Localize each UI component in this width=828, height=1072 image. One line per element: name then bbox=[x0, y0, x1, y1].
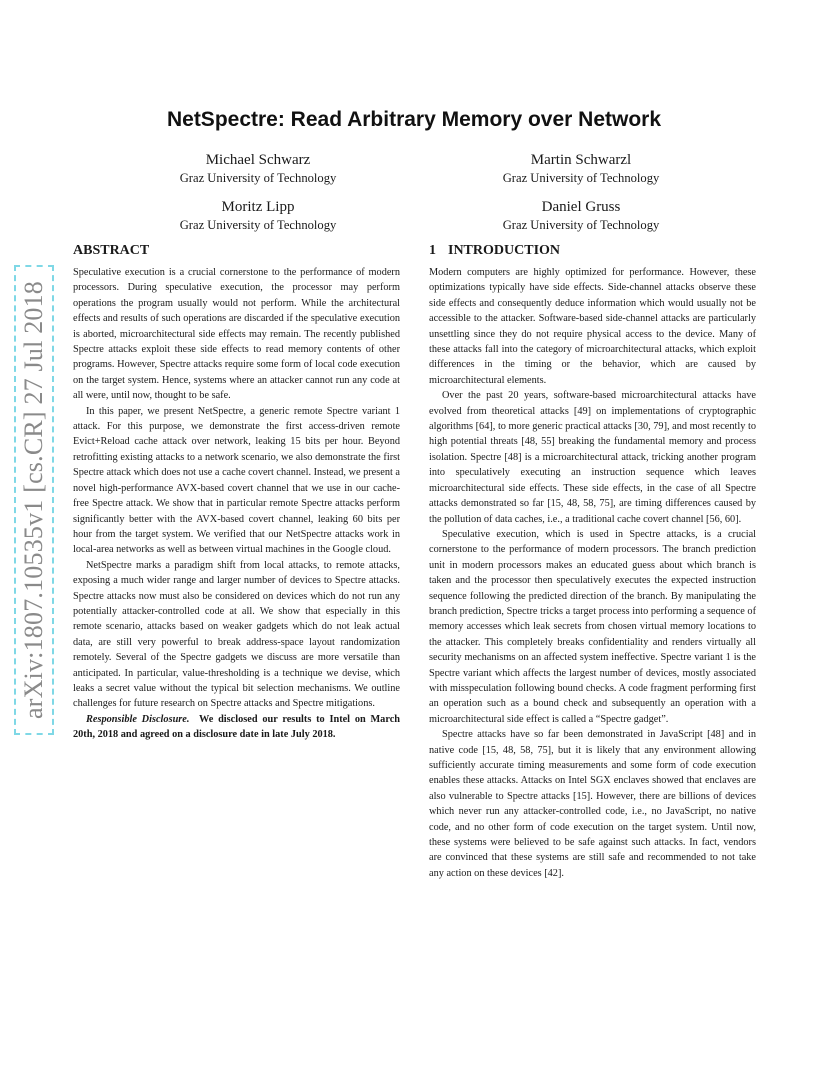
arxiv-identifier: arXiv:1807.10535v1 [cs.CR] 27 Jul 2018 bbox=[19, 280, 48, 720]
disclosure-label: Responsible Disclosure. bbox=[86, 713, 190, 725]
author-block bbox=[98, 198, 418, 233]
abstract-paragraph: Speculative execution is a crucial cornerstone to the performance of modern processors. During speculative execution, the processor may perform operations the program usually would not perform. While the architectural effects and results of such operations are discarded if the speculative execution is aborted, microarchitectural side effects may remain. The recently published Spectre attacks exploit these side effects to read memory contents of other programs. However, Spectre attacks require some form of local code execution on the target system. Hence, systems where an attacker cannot run any code at all were, until now, thought to be safe. bbox=[73, 267, 400, 402]
abstract-paragraph: In this paper, we present NetSpectre, a generic remote Spectre variant 1 attack. For this purpose, we demonstrate the first access-driven remote Evict+Reload cache attack over network, leaking 15 bits per hour. Beyond retrofitting existing attacks to a network scenario, we also demonstrate the first Spectre attack which does not use a cache covert channel. Instead, we present a novel high-performance AVX-based covert channel that we use in our cache-free Spectre attack. We show that in particular remote Spectre attacks perform significantly better with the AVX-based covert channel, leaking 60 bits per hour from the target system. We verified that our NetSpectre attacks work in local-area networks as well as between virtual machines in the Google cloud. bbox=[73, 405, 400, 556]
introduction-paragraph: Spectre attacks have so far been demonstrated in JavaScript [48] and in native code [15, 48, 58, 75], but it is likely that any environment allowing sufficiently accurate timing measurements and some form of code execution enables these attacks. Attacks on Intel SGX enclaves showed that enclaves are also vulnerable to Spectre attacks [15]. However, there are billions of devices which never run any attacker-controlled code, i.e., no JavaScript, no native code, and no other form of code execution on the target system. Until now, these systems were believed to be safe against such attacks. In fact, vendors are convinced that these systems are still safe and recommended to not take any action on these devices [42]. bbox=[429, 729, 756, 879]
introduction-heading bbox=[429, 243, 756, 259]
introduction-paragraph: Over the past 20 years, software-based microarchitectural attacks have evolved from theoretical attacks [49] on implementations of cryptographic algorithms [64], to more generic practical attacks [30, 79], and most recently to high potential threats [48, 55] breaking the fundamental memory and process isolation. Spectre [48] is a microarchitectural attack, tricking another program into speculatively executing an instruction sequence which leaves microarchitectural side effects. These side effects, in the case of all Spectre attacks demonstrated so far [15, 48, 58, 75], are timing differences caused by the pollution of data caches, i.e., a traditional cache covert channel [56, 60]. bbox=[429, 390, 756, 525]
right-column bbox=[429, 243, 756, 881]
author-name: Moritz Lipp bbox=[221, 199, 295, 215]
left-column bbox=[73, 243, 400, 743]
author-affiliation: Graz University of Technology bbox=[502, 171, 660, 185]
author-block bbox=[421, 151, 741, 186]
responsible-disclosure bbox=[73, 712, 400, 743]
section-title: INTRODUCTION bbox=[448, 243, 561, 258]
author-affiliation: Graz University of Technology bbox=[502, 218, 660, 232]
author-name: Martin Schwarzl bbox=[530, 152, 632, 168]
introduction-paragraph: Speculative execution, which is used in Spectre attacks, is a crucial cornerstone to the performance of modern processors. The branch prediction unit in modern processors makes an educated guess about which branch is taken and the processor then speculatively executes the expected instruction sequence following the predicted direction of the branch. By manipulating the branch prediction, Spectre tricks a target process into performing a sequence of memory accesses which leak secrets from chosen virtual memory locations to the attacker. This completely breaks confidentiality and renders virtually all security mechanisms on an affected system ineffective. Spectre variant 1 is the Spectre variant which affects the largest number of devices, mostly associated with misspeculation following bound checks. A code fragment performing first an operation such as a bound check and subsequently an operation with a microarchitectural side effect is called a “Spectre gadget”. bbox=[429, 528, 756, 725]
abstract-heading: ABSTRACT bbox=[73, 243, 150, 258]
abstract-paragraph: NetSpectre marks a paradigm shift from local attacks, to remote attacks, exposing a much wider range and larger number of devices to Spectre attacks. Spectre attacks now must also be considered on devices which do not run any potentially attacker-controlled code at all. We show that especially in this remote scenario, attacks based on weaker gadgets which do not leak actual data, are still very powerful to break address-space layout randomization remotely. Several of the Spectre gadgets we discuss are more versatile than anticipated. In particular, value-thresholding is a technique we devise, which leaks a secret value without the typical bit selection mechanisms. We outline challenges for future research on Spectre attacks and Spectre mitigations. bbox=[73, 559, 400, 710]
introduction-paragraph: Modern computers are highly optimized for performance. However, these optimizations typically have side effects. Side-channel attacks observe these side effects and consequently deduce information which would usually not be accessible to the attacker. Software-based side-channel attacks are particularly unsettling since they do not require physical access to the device. Many of these attacks fall into the category of microarchitectural attacks, which exploit differences in the timing or the behavior, which are caused by microarchitectural elements. bbox=[429, 267, 756, 386]
disclosure-text: We disclosed our results to Intel on March 20th, 2018 and agreed on a disclosure date in late July 2018. bbox=[73, 713, 401, 741]
author-name: Michael Schwarz bbox=[205, 152, 311, 168]
author-affiliation: Graz University of Technology bbox=[179, 171, 337, 185]
section-number: 1 bbox=[429, 243, 436, 258]
author-block bbox=[421, 198, 741, 233]
arxiv-identifier-stamp bbox=[14, 265, 54, 735]
author-block bbox=[98, 151, 418, 186]
author-affiliation: Graz University of Technology bbox=[179, 218, 337, 232]
author-name: Daniel Gruss bbox=[541, 199, 621, 215]
paper-title: NetSpectre: Read Arbitrary Memory over Network bbox=[166, 108, 662, 131]
